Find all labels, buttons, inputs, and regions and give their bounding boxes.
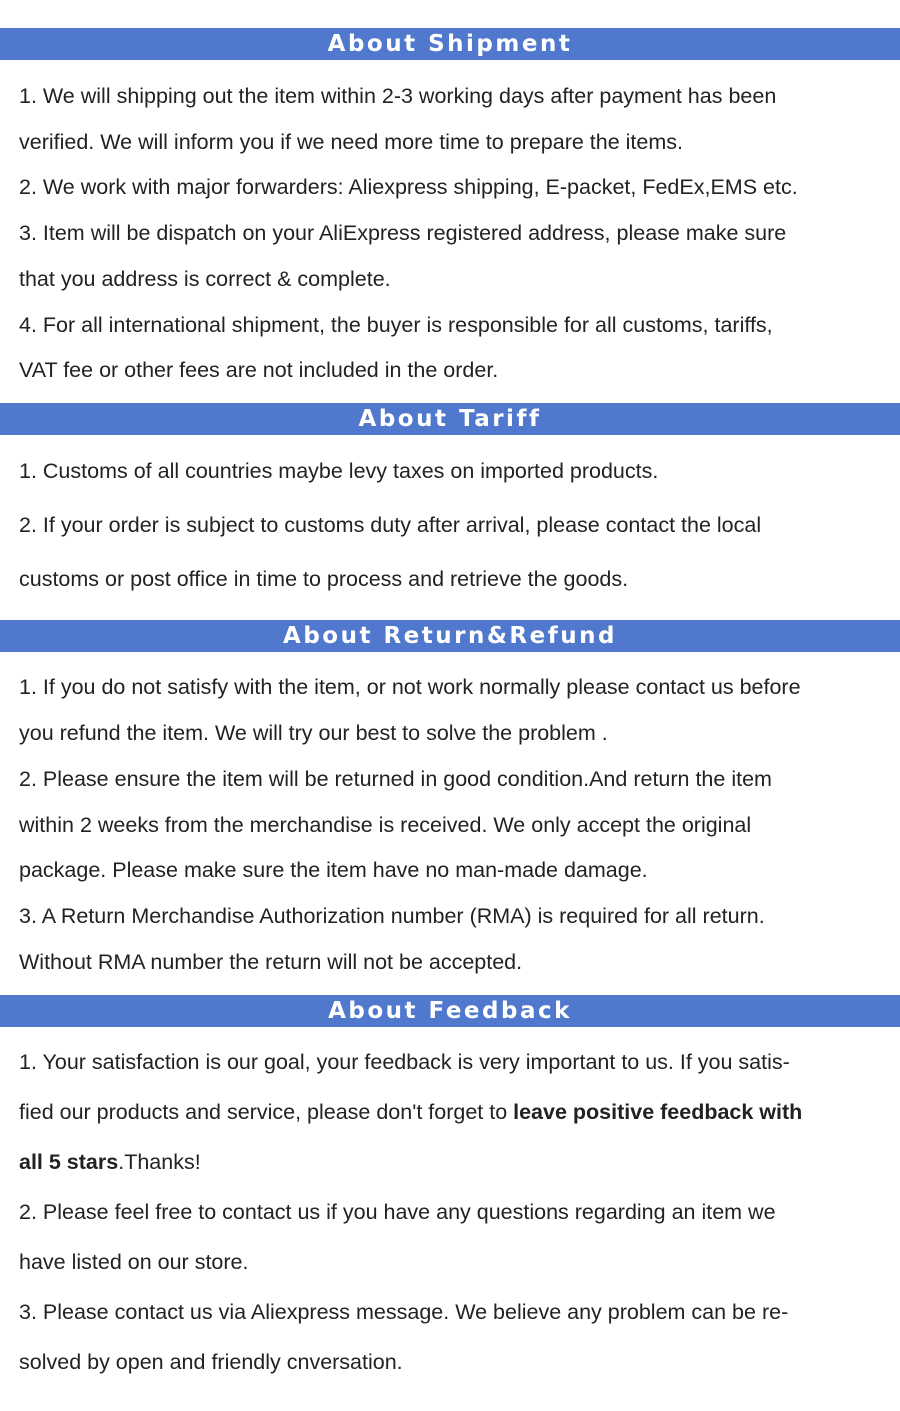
feedback-line [19, 1100, 889, 1125]
feedback-emphasis: leave positive feedback with [513, 1100, 803, 1124]
shipment-line: VAT fee or other fees are not included in the order. [19, 358, 499, 382]
tariff-banner [0, 403, 900, 435]
refund-line: Without RMA number the return will not be accepted. [19, 950, 523, 974]
feedback-line: have listed on our store. [19, 1250, 249, 1274]
refund-line: 1. If you do not satisfy with the item, or not work normally please contact us before [19, 675, 801, 699]
shipment-banner [0, 28, 900, 60]
feedback-line: 3. Please contact us via Aliexpress message. We believe any problem can be re- [19, 1300, 789, 1324]
refund-line: you refund the item. We will try our best to solve the problem . [19, 721, 608, 745]
tariff-title: About Tariff [358, 406, 542, 432]
feedback-line: solved by open and friendly cnversation. [19, 1350, 403, 1374]
tariff-line: 1. Customs of all countries maybe levy taxes on imported products. [19, 459, 659, 483]
refund-line: 2. Please ensure the item will be returned in good condition.And return the item [19, 767, 772, 791]
shipment-line: verified. We will inform you if we need more time to prepare the items. [19, 130, 683, 154]
feedback-emphasis: all 5 stars [19, 1150, 119, 1174]
feedback-line [19, 1150, 889, 1175]
tariff-line: 2. If your order is subject to customs duty after arrival, please contact the local [19, 513, 762, 537]
refund-line: 3. A Return Merchandise Authorization number (RMA) is required for all return. [19, 904, 765, 928]
feedback-banner [0, 995, 900, 1027]
refund-line: within 2 weeks from the merchandise is received. We only accept the original [19, 813, 752, 837]
shipment-line: that you address is correct & complete. [19, 267, 391, 291]
feedback-text: .Thanks! [118, 1150, 201, 1174]
shipment-line: 4. For all international shipment, the buyer is responsible for all customs, tariffs, [19, 313, 773, 337]
shipment-title: About Shipment [327, 31, 573, 57]
refund-title: About Return&Refund [283, 623, 617, 649]
feedback-line: 2. Please feel free to contact us if you have any questions regarding an item we [19, 1200, 776, 1224]
feedback-title: About Feedback [328, 998, 572, 1024]
shipment-line: 3. Item will be dispatch on your AliExpress registered address, please make sure [19, 221, 787, 245]
tariff-line: customs or post office in time to process and retrieve the goods. [19, 567, 629, 591]
shipment-line: 1. We will shipping out the item within 2-3 working days after payment has been [19, 84, 777, 108]
feedback-text: fied our products and service, please don't forget to [19, 1100, 514, 1124]
refund-line: package. Please make sure the item have no man-made damage. [19, 858, 648, 882]
shipment-line: 2. We work with major forwarders: Aliexpress shipping, E-packet, FedEx,EMS etc. [19, 175, 798, 199]
refund-banner [0, 620, 900, 652]
feedback-line: 1. Your satisfaction is our goal, your feedback is very important to us. If you satis- [19, 1050, 790, 1074]
